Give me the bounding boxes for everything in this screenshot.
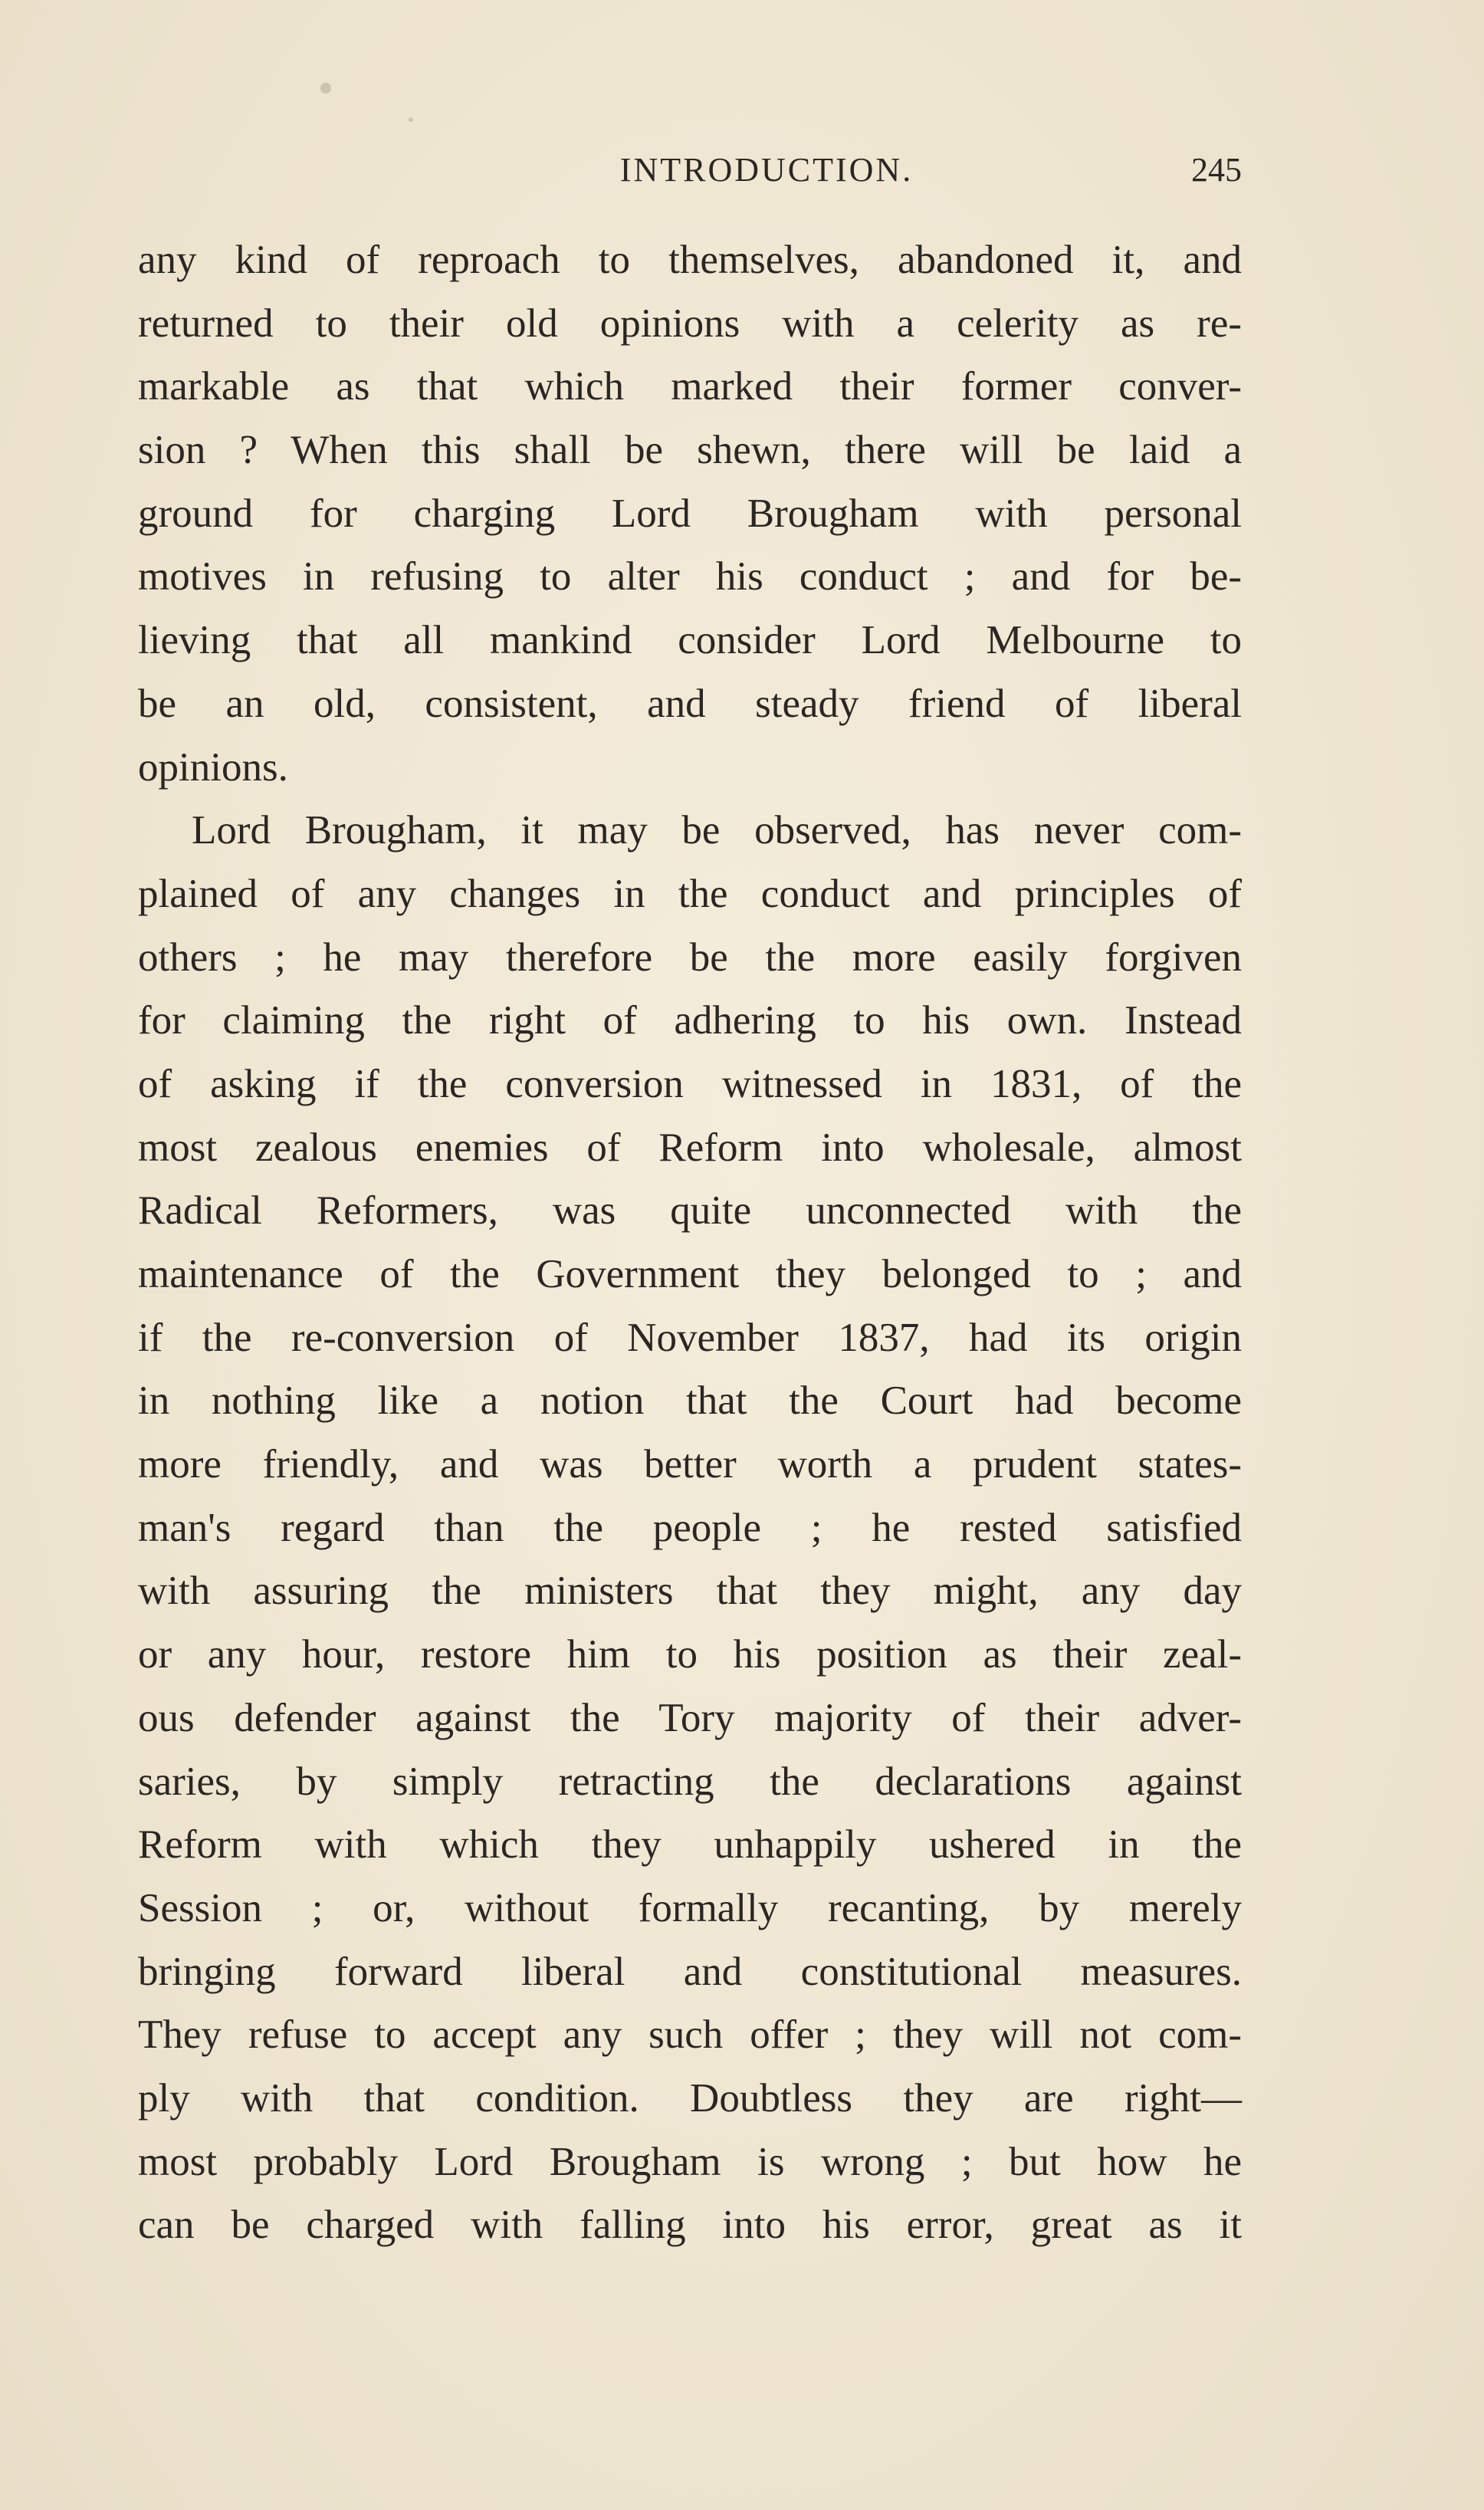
- text-line: plained of any changes in the conduct and principles of: [138, 871, 1242, 916]
- running-title: INTRODUCTION.: [619, 151, 914, 189]
- text-line: Radical Reformers, was quite unconnected with the: [138, 1188, 1242, 1234]
- paragraph-end-line: opinions.: [138, 744, 288, 790]
- text-line: ply with that condition. Doubtless they are right—: [138, 2075, 1242, 2121]
- text-line: others ; he may therefore be the more easily forgiven: [138, 935, 1242, 980]
- text-line: of asking if the conversion witnessed in 1831, of the: [138, 1061, 1242, 1106]
- text-line: with assuring the ministers that they might, any day: [138, 1569, 1242, 1614]
- text-line: maintenance of the Government they belonged to ; and: [138, 1252, 1242, 1296]
- text-line: can be charged with falling into his error, great as it: [138, 2203, 1242, 2248]
- text-line: returned to their old opinions with a celerity as re-: [138, 301, 1242, 346]
- text-line: most zealous enemies of Reform into wholesale, almost: [138, 1125, 1242, 1170]
- text-line: Reform with which they unhappily ushered in the: [138, 1822, 1242, 1868]
- text-line: markable as that which marked their former conver-: [138, 364, 1242, 409]
- text-line: if the re-conversion of November 1837, had its origin: [138, 1315, 1242, 1360]
- text-line: for claiming the right of adhering to his own. Instead: [138, 998, 1242, 1043]
- text-line: be an old, consistent, and steady friend of liberal: [138, 681, 1242, 726]
- text-line: bringing forward liberal and constitutional measures.: [138, 1949, 1242, 1994]
- text-line: any kind of reproach to themselves, abandoned it, and: [138, 238, 1242, 282]
- ink-speck: [320, 83, 331, 94]
- text-line: ground for charging Lord Brougham with personal: [138, 491, 1242, 536]
- page-header: [138, 150, 1242, 204]
- body-text: [138, 228, 1242, 2257]
- text-line: saries, by simply retracting the declarations against: [138, 1759, 1242, 1804]
- text-line: most probably Lord Brougham is wrong ; but how he: [138, 2139, 1242, 2184]
- page-number: 245: [1191, 151, 1242, 189]
- text-line: motives in refusing to alter his conduct ; and for be-: [138, 554, 1242, 600]
- text-line: in nothing like a notion that the Court had become: [138, 1378, 1242, 1424]
- text-line: Session ; or, without formally recanting, by merely: [138, 1885, 1242, 1930]
- paragraph-start-line: Lord Brougham, it may be observed, has never com-: [192, 808, 1242, 853]
- text-line: more friendly, and was better worth a prudent states-: [138, 1442, 1242, 1487]
- text-line: ous defender against the Tory majority of their adver-: [138, 1695, 1242, 1740]
- text-line: lieving that all mankind consider Lord Melbourne to: [138, 618, 1242, 663]
- text-line: They refuse to accept any such offer ; they will not com-: [138, 2012, 1242, 2058]
- text-line: sion ? When this shall be shewn, there will be laid a: [138, 428, 1242, 473]
- text-line: man's regard than the people ; he rested satisfied: [138, 1505, 1242, 1550]
- text-line: or any hour, restore him to his position as their zeal-: [138, 1632, 1242, 1677]
- ink-speck: [409, 117, 413, 122]
